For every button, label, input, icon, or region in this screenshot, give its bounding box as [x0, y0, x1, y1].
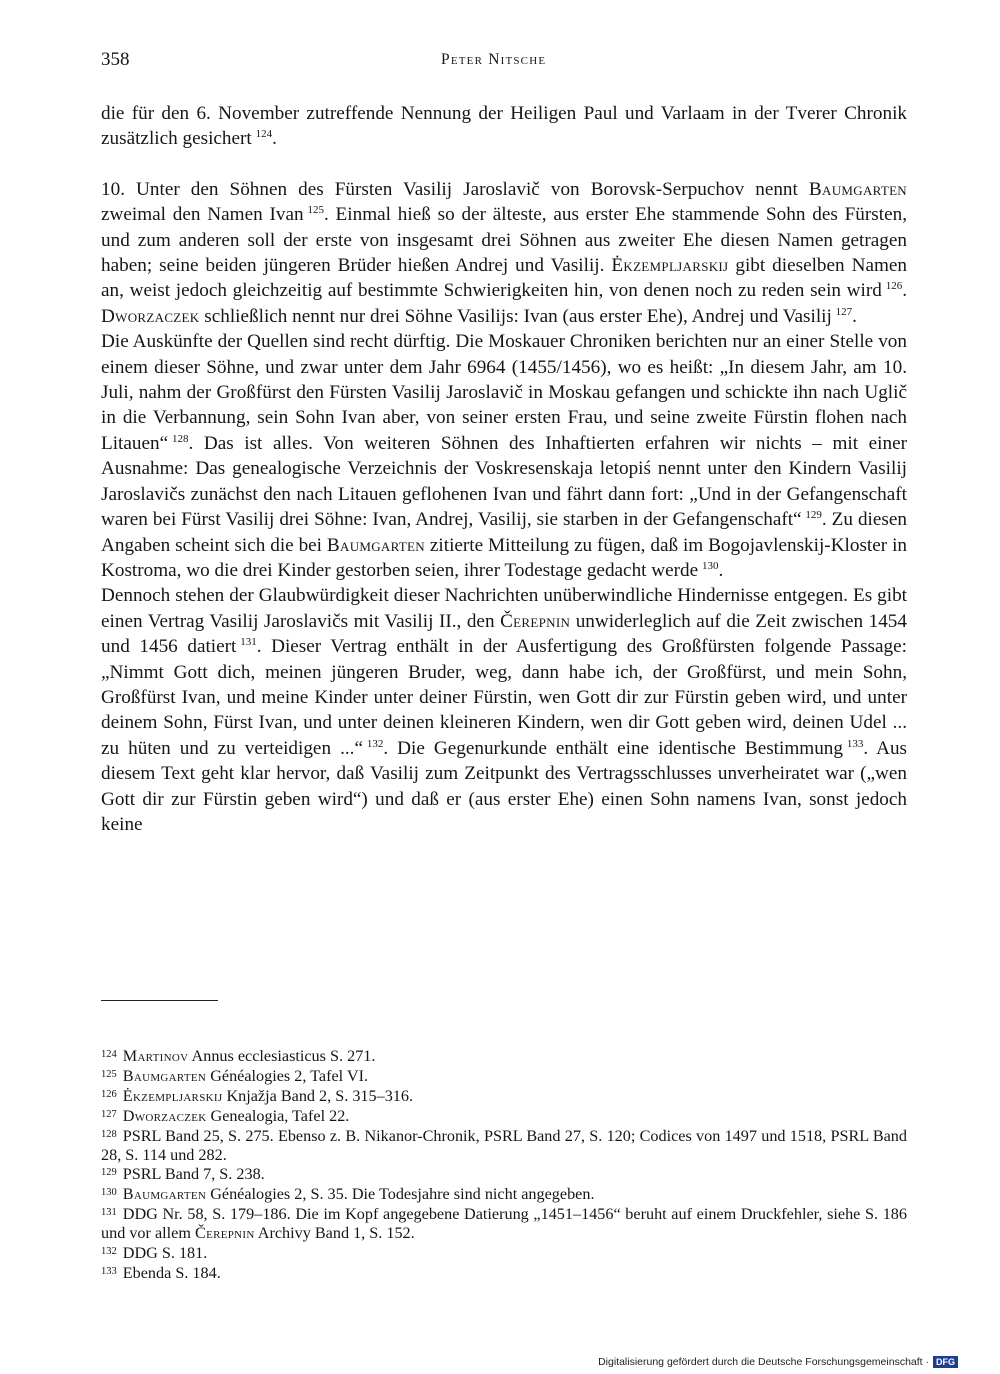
body-text — [101, 101, 907, 837]
footnote-number: 125 — [101, 1068, 117, 1080]
footnote-131 — [101, 1204, 907, 1243]
footnote-ref[interactable]: 127 — [835, 305, 853, 318]
author-name: Čerepnin — [500, 610, 571, 632]
footnote-text: Knjažja Band 2, S. 315–316. — [222, 1086, 414, 1105]
p4-text: unwiderleglich auf die Zeit zwischen 1454 und 1456 datiert — [101, 610, 907, 658]
footnote-text: Généalogies 2, Tafel VI. — [206, 1066, 369, 1085]
paragraph-1 — [101, 101, 907, 152]
footnote-ref[interactable]: 131 — [240, 636, 257, 649]
p3-text: Die Auskünfte der Quellen sind recht dürftig. Die Moskauer Chroniken berichten nur an einer Stelle von einem dieser Söhne, und zwar unter dem Jahr 6964 (1455/1456), wo es heißt: „In diesem Jahr, am 10. Juli, nahm der Großfürst den Fürsten Vasilij Jaroslavič in Moskau gefangen und schickte ihn nach Uglič in die Verbannung, sein Sohn Ivan aber, von seiner ersten Frau, und seine zweite Fürstin flohen nach Litauen“ — [101, 331, 907, 454]
page-header — [101, 49, 906, 73]
footnote-ref[interactable]: 133 — [846, 737, 864, 750]
footnote-ref[interactable]: 132 — [366, 737, 384, 750]
p2-text: 10. Unter den Söhnen des Fürsten Vasilij Jaroslavič von Borovsk-Serpuchov nennt — [101, 178, 809, 200]
author-name: Čerepnin — [194, 1224, 255, 1243]
author-name: Ėkzempljarskij — [611, 255, 729, 277]
footnote-number: 130 — [101, 1187, 117, 1199]
footnote-132 — [101, 1243, 907, 1263]
footnote-ref[interactable]: 125 — [307, 204, 324, 217]
p1-end: . — [272, 128, 277, 150]
author-name: Dworzaczek — [101, 305, 200, 327]
footnote-number: 129 — [101, 1167, 117, 1179]
footnote-number: 133 — [101, 1265, 117, 1277]
author-name: Baumgarten — [122, 1185, 207, 1204]
footnote-number: 132 — [101, 1246, 117, 1258]
footnote-number: 127 — [101, 1108, 117, 1120]
p2-text: gibt dieselben Namen an, weist jedoch gleichzeitig auf bestimmte Schwierigkeiten hin, von denen noch zu reden sein wird — [101, 255, 907, 302]
footnote-ref[interactable]: 126 — [885, 280, 903, 293]
paragraph-2 — [101, 177, 907, 329]
footnote-text: PSRL Band 7, S. 238. — [122, 1165, 265, 1184]
author-name: Ėkzempljarskij — [122, 1086, 223, 1105]
p2-text: schließlich nennt nur drei Söhne Vasilijs: Ivan (aus erster Ehe), Andrej und Vasilij — [199, 305, 832, 327]
footnote-130 — [101, 1184, 907, 1204]
footnote-number: 126 — [101, 1088, 117, 1100]
footnote-number: 128 — [101, 1128, 117, 1140]
footnotes — [101, 1046, 907, 1283]
footnote-124 — [101, 1046, 907, 1066]
author-name: Baumgarten — [122, 1066, 207, 1085]
p2-text: . — [852, 305, 857, 327]
p3-text: zitierte Mitteilung zu fügen, daß im Bogojavlenskij-Kloster in Kostroma, wo die drei Kinder gestorben seien, ihrer Todestage gedacht werde — [101, 534, 907, 581]
dfg-logo-icon: DFG — [933, 1356, 958, 1368]
footnote-text: Archivy Band 1, S. 152. — [254, 1224, 415, 1243]
footnote-128 — [101, 1126, 907, 1165]
footnote-ref[interactable]: 130 — [702, 559, 719, 572]
paragraph-gap — [101, 152, 907, 177]
footnote-text: DDG Nr. 58, S. 179–186. Die im Kopf angegebene Datierung „1451–1456“ beruht auf einem Druckfehler, siehe S. 186 und vor allem — [101, 1205, 907, 1243]
footnote-ref[interactable]: 124 — [255, 128, 273, 141]
footnote-text: DDG S. 181. — [122, 1244, 208, 1263]
digitization-credit-text: Digitalisierung gefördert durch die Deutsche Forschungsgemeinschaft · — [598, 1356, 929, 1368]
p3-text: . — [718, 559, 724, 581]
footnote-text: Généalogies 2, S. 35. Die Todesjahre sind nicht angegeben. — [206, 1185, 595, 1204]
footnote-separator — [101, 1000, 218, 1001]
footnote-text: Genealogia, Tafel 22. — [206, 1106, 350, 1125]
running-head: Peter Nitsche — [441, 51, 547, 68]
paragraph-3 — [101, 329, 907, 583]
footnote-text: PSRL Band 25, S. 275. Ebenso z. B. Nikanor-Chronik, PSRL Band 27, S. 120; Codices von 1497 und 1518, PSRL Band 28, S. 114 und 282. — [101, 1126, 907, 1164]
footnote-133 — [101, 1263, 907, 1283]
p4-text: . Dieser Vertrag enthält in der Ausfertigung des Großfürsten folgende Passage: „Nimmt Gott dich, meinen jüngeren Bruder, weg, dann habe ich, der Großfürst, und mein Sohn, Großfürst Ivan, und meine Kinder unter deiner Fürstin, wen Gott dir zur Fürstin geben wird, und unter deinem Sohn, Fürst Ivan, und unter deinen kleineren Kindern, wen dir Gott geben wird, deinen Udel ... zu hüten und zu verteidigen ...“ — [101, 636, 907, 759]
footnote-text: Ebenda S. 184. — [122, 1263, 221, 1282]
digitization-credit — [598, 1356, 958, 1368]
author-name: Dworzaczek — [122, 1106, 207, 1125]
p4-text: . Aus diesem Text geht klar hervor, daß Vasilij zum Zeitpunkt des Vertragsschlusses unverheiratet war („wen Gott dir zur Fürstin geben wird“) und daß er (aus erster Ehe) einen Sohn namens Ivan, sonst jedoch keine — [101, 737, 908, 835]
p4-text: . Die Gegenurkunde enthält eine identische Bestimmung — [383, 737, 843, 759]
footnote-number: 124 — [101, 1049, 117, 1060]
author-name: Baumgarten — [326, 534, 425, 556]
author-name: Martinov — [122, 1047, 189, 1065]
footnote-127 — [101, 1106, 907, 1126]
p2-text: . — [902, 280, 907, 302]
p4-text: Dennoch stehen der Glaubwürdigkeit dieser Nachrichten unüberwindliche Hindernisse entgegen. Es gibt einen Vertrag Vasilij Jaroslavičs mit Vasilij II., den — [101, 585, 907, 632]
page-number: 358 — [101, 49, 130, 70]
footnote-125 — [101, 1066, 907, 1086]
footnote-text: Annus ecclesiasticus S. 271. — [188, 1047, 376, 1065]
paragraph-4 — [101, 583, 907, 837]
footnote-ref[interactable]: 129 — [805, 509, 822, 522]
p3-text: . Das ist alles. Von weiteren Söhnen des Inhaftierten erfahren wir nichts – mit einer Ausnahme: Das genealogische Verzeichnis der Voskresenskaja letopiś nennt unter den Kindern Vasilij Jaroslavičs zunächst den nach Litauen geflohenen Ivan und fährt dann fort: „Und in der Gefangenschaft waren bei Fürst Vasilij drei Söhne: Ivan, Andrej, Vasilij, sie starben in der Gefangenschaft“ — [101, 432, 907, 531]
p2-text: . Einmal hieß so der älteste, aus erster Ehe stammende Sohn des Fürsten, und zum anderen soll der erste von insgesamt drei Söhnen aus zweiter Ehe diesen Namen getragen haben; seine beiden jüngeren Brüder hießen Andrej und Vasilij. — [101, 204, 907, 277]
footnote-126 — [101, 1086, 907, 1106]
footnote-number: 131 — [101, 1207, 117, 1219]
p1-text: die für den 6. November zutreffende Nennung der Heiligen Paul und Varlaam in der Tverer Chronik zusätzlich gesichert — [101, 103, 907, 150]
p2-text: zweimal den Namen Ivan — [101, 204, 304, 226]
footnote-ref[interactable]: 128 — [171, 432, 189, 445]
p3-text: . Zu diesen Angaben scheint sich die bei — [101, 509, 907, 556]
footnote-129 — [101, 1164, 907, 1184]
author-name: Baumgarten — [808, 178, 907, 200]
